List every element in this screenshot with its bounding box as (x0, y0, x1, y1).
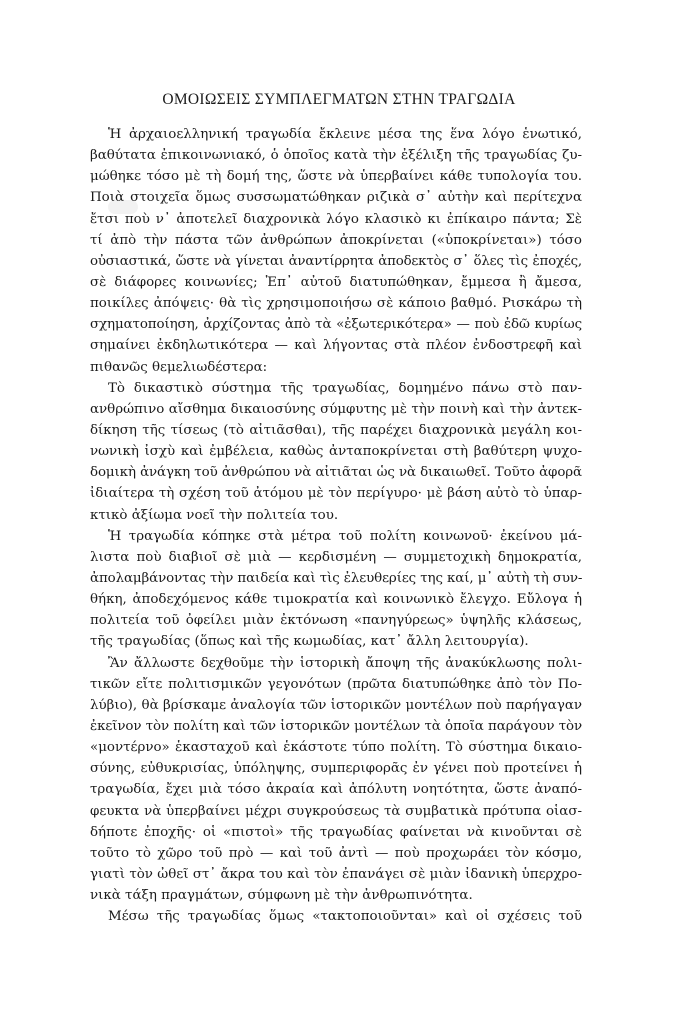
body-text (90, 124, 582, 927)
text-line: Τὸ δικαστικὸ σύστημα τῆς τραγωδίας, δομημένο πάνω στὸ παν- (108, 380, 582, 396)
text-line: τί ἀπὸ τὴν πάστα τῶν ἀνθρώπων ἀποκρίνεται («ὑποκρίνεται») τόσο (90, 232, 582, 248)
text-line: πιθανῶς θεμελιωδέστερα: (90, 359, 268, 375)
text-line: θήκη, ἀποδεχόμενος κάθε τιμοκρατία καὶ κοινωνικὸ ἔλεγχο. Εὔλογα ἡ (90, 592, 582, 608)
text-line: τοῦτο τὸ χῶρο τοῦ πρὸ — καὶ τοῦ ἀντὶ — ποὺ προχωράει τὸν κόσμο, (90, 845, 582, 861)
text-line: σὲ διάφορες κοινωνίες; Ἐπ᾽ αὐτοῦ διατυπώθηκαν, ἔμμεσα ἢ ἄμεσα, (90, 274, 582, 290)
text-line: ἰδιαίτερα τὴ σχέση τοῦ ἀτόμου μὲ τὸν περίγυρο· μὲ βάση αὐτὸ τὸ ὑπαρ- (90, 486, 582, 502)
text-line: λύβιο), θὰ βρίσκαμε ἀναλογία τῶν ἱστορικῶν μοντέλων ποὺ παρήγαγαν (90, 697, 582, 713)
paragraph-4 (90, 653, 582, 907)
text-line: λιστα ποὺ διαβιοῖ σὲ μιὰ — κερδισμένη — συμμετοχικὴ δημοκρατία, (90, 549, 582, 565)
text-line: Ποιὰ στοιχεῖα ὅμως συσσωματώθηκαν ριζικὰ σ᾽ αὐτὴν καὶ περίτεχνα (90, 190, 582, 206)
text-line: πολιτεία τοῦ ὀφείλει μιὰν ἐκτόνωση «πανηγύρεως» ὑψηλῆς κλάσεως, (90, 613, 582, 629)
text-line: ἐκεῖνον τὸν πολίτη καὶ τῶν ἱστορικῶν μοντέλων τὰ ὁποῖα παράγουν τὸν (90, 718, 582, 734)
paragraph-5 (90, 906, 582, 927)
text-line: δομικὴ ἀνάγκη τοῦ ἀνθρώπου νὰ αἰτιᾶται ὡς νὰ δικαιωθεῖ. Τοῦτο ἀφορᾶ (90, 465, 582, 481)
paragraph-3 (90, 526, 582, 653)
text-line: σημαίνει ἐκδηλωτικότερα — καὶ λήγοντας στὰ πλέον ἐνδοστρεφῆ καὶ (90, 338, 582, 354)
text-line: νικὰ τάξη πραγμάτων, σύμφωνη μὲ τὴν ἀνθρωπινότητα. (90, 888, 473, 904)
text-line: δίκηση τῆς τίσεως (τὸ αἰτιᾶσθαι), τῆς παρέχει διαχρονικὰ μεγάλη κοι- (90, 422, 582, 438)
text-line: νωνικὴ ἰσχὺ καὶ ἐμβέλεια, καθὼς ἀνταποκρίνεται στὴ βαθύτερη ψυχο- (90, 444, 582, 460)
text-line: ἔτσι ποὺ ν᾽ ἀποτελεῖ διαχρονικὰ λόγο κλασικὸ κι ἐπίκαιρο πάντα; Σὲ (90, 211, 582, 227)
text-line: τραγωδία, ἔχει μιὰ τόσο ἀκραία καὶ ἀπόλυτη νοητότητα, ὥστε ἀναπό- (90, 782, 582, 798)
text-line: κτικὸ ἀξίωμα νοεῖ τὴν πολιτεία του. (90, 507, 339, 523)
paragraph-1 (90, 124, 582, 378)
text-line: ἀπολαμβάνοντας τὴν παιδεία καὶ τὶς ἐλευθερίες της καί, μ᾽ αὐτὴ τὴ συν- (90, 570, 582, 586)
text-line: «μοντέρνο» ἑκασταχοῦ καὶ ἑκάστοτε τύπο πολίτη. Τὸ σύστημα δικαιο- (90, 740, 582, 756)
text-line: τικῶν εἴτε πολιτισμικῶν γεγονότων (πρῶτα διατυπώθηκε ἀπὸ τὸν Πο- (90, 676, 582, 692)
text-line: Μέσω τῆς τραγωδίας ὅμως «τακτοποιοῦνται» καὶ οἱ σχέσεις τοῦ (108, 909, 582, 925)
text-line: Ἂν ἄλλωστε δεχθοῦμε τὴν ἱστορικὴ ἄποψη τῆς ἀνακύκλωσης πολι- (108, 655, 582, 671)
text-line: οὐσιαστικά, ὥστε νὰ γίνεται ἀναντίρρητα ἀποδεκτὸς σ᾽ ὅλες τὶς ἐποχές, (90, 253, 582, 269)
text-line: σύνης, εὐθυκρισίας, ὑπόληψης, συμπεριφορᾶς ἐν γένει ποὺ προτείνει ἡ (90, 761, 582, 777)
text-line: σχηματοποίηση, ἀρχίζοντας ἀπὸ τὰ «ἐξωτερικότερα» — ποὺ ἐδῶ κυρίως (90, 317, 582, 333)
text-line: ποικίλες ἀπόψεις· θὰ τὶς χρησιμοποιήσω σὲ κάποιο βαθμό. Ρισκάρω τὴ (90, 296, 582, 312)
paragraph-2 (90, 378, 582, 526)
text-line: τῆς τραγωδίας (ὅπως καὶ τῆς κωμωδίας, κατ᾽ ἄλλη λειτουργία). (90, 634, 529, 650)
text-line: δήποτε ἐποχῆς· οἱ «πιστοὶ» τῆς τραγωδίας φαίνεται νὰ κινοῦνται σὲ (90, 824, 582, 840)
chapter-title: ΟΜΟΙΩΣΕΙΣ ΣΥΜΠΛΕΓΜΑΤΩΝ ΣΤΗΝ ΤΡΑΓΩΔΙΑ (162, 91, 516, 108)
text-line: Ἡ τραγωδία κόπηκε στὰ μέτρα τοῦ πολίτη κοινωνοῦ· ἐκείνου μά- (108, 528, 582, 544)
text-line: γιατὶ τὸν ὠθεῖ στ᾽ ἄκρα του καὶ τὸν ἐπανάγει σὲ μιὰν ἰδανικὴ ὑπερχρο- (90, 866, 582, 882)
text-line: Ἡ ἀρχαιοελληνική τραγωδία ἔκλεινε μέσα της ἕνα λόγο ἑνωτικό, (108, 127, 582, 142)
text-line: βαθύτατα ἐπικοινωνιακό, ὁ ὁποῖος κατὰ τὴν ἐξέλιξη τῆς τραγωδίας ζυ- (90, 148, 582, 164)
text-line: ανθρώπινο αἴσθημα δικαιοσύνης σύμφυτης μὲ τὴν ποινὴ καὶ τὴν ἀντεκ- (90, 401, 582, 417)
text-line: φευκτα νὰ ὑπερβαίνει μέχρι συγκρούσεως τὰ συμβατικὰ πρότυπα οἱασ- (90, 803, 582, 819)
text-line: μώθηκε τόσο μὲ τὴ δομή της, ὥστε νὰ ὑπερβαίνει κάθε τυπολογία του. (90, 169, 582, 185)
